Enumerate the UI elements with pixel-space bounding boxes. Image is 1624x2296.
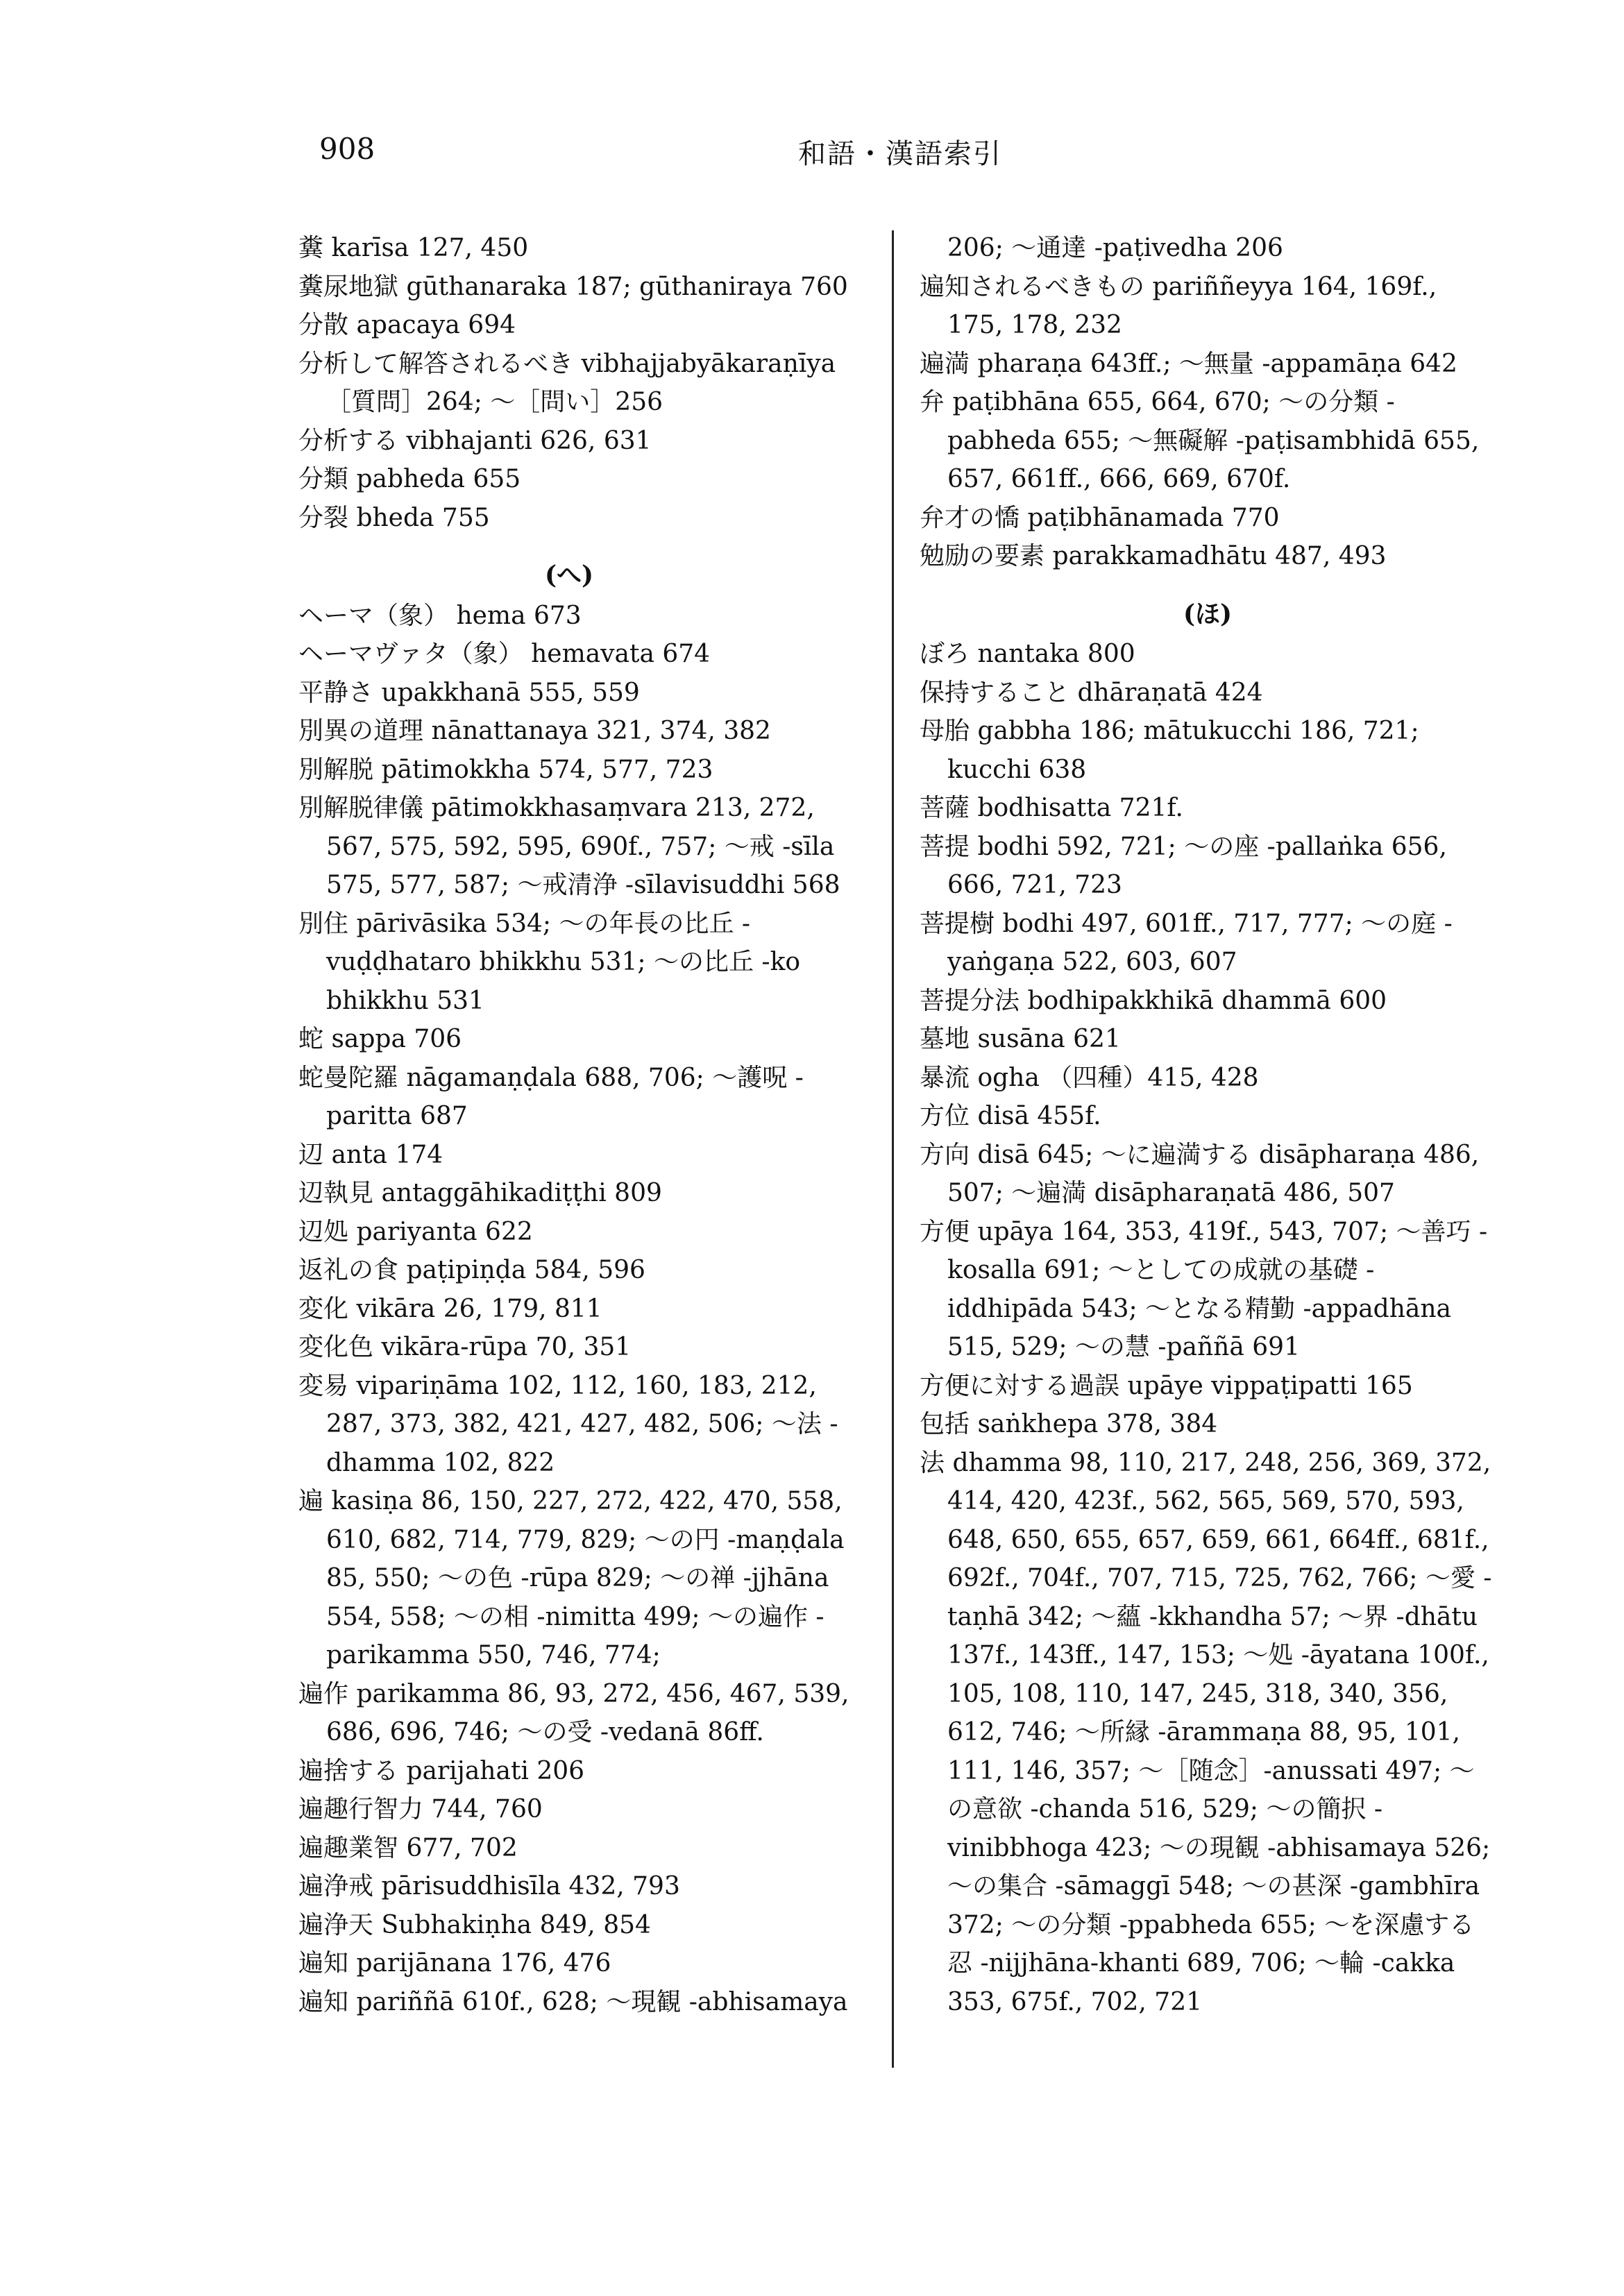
index-entry: 方位 disā 455f. bbox=[920, 1102, 1101, 1130]
index-entry: 菩提 bodhi 592, 721; ～の座 -pallaṅka 656, 666, 721, 723 bbox=[920, 832, 1447, 899]
index-entry: 返礼の食 paṭipiṇḍa 584, 596 bbox=[298, 1256, 645, 1284]
column-divider bbox=[892, 230, 894, 2068]
index-entry: 保持すること dhāraṇatā 424 bbox=[920, 678, 1263, 707]
index-entry: 変化 vikāra 26, 179, 811 bbox=[298, 1294, 602, 1323]
index-entry: 遍知 pariññā 610f., 628; ～現観 -abhisamaya bbox=[298, 1987, 848, 2016]
index-entry: 蛇 sappa 706 bbox=[298, 1025, 462, 1053]
index-entry: 方便 upāya 164, 353, 419f., 543, 707; ～善巧 -kosalla 691; ～としての成就の基礎 -iddhipāda 543; ～となる精勤 -appadhāna 515, 529; ～の慧 -paññā 691 bbox=[920, 1217, 1488, 1361]
index-entry: 辺処 pariyanta 622 bbox=[298, 1217, 533, 1246]
index-entry: 包括 saṅkhepa 378, 384 bbox=[920, 1410, 1218, 1438]
index-entry: 辺 anta 174 bbox=[298, 1140, 443, 1169]
index-entry: 別異の道理 nānattanaya 321, 374, 382 bbox=[298, 717, 771, 745]
index-entry: 法 dhamma 98, 110, 217, 248, 256, 369, 372, 414, 420, 423f., 562, 565, 569, 570, 593, 648, 650, 655, 657, 659, 661, 664ff., 681f., 692f., 704f., 707, 715, 725, 762, 766; ～愛 -taṇhā 342; ～蘊 -kkhandha 57; ～界 -dhātu 137f., 143ff., 147, 153; ～処 -āyatana 100f., 105, 108, 110, 147, 245, 318, 340, 356, 612, 746; ～所縁 -ārammaṇa 88, 95, 101, 111, 146, 357; ～［随念］-anussati 497; ～の意欲 -chanda 516, 529; ～の簡択 -vinibbhoga 423; ～の現観 -abhisamaya 526; ～の集合 -sāmaggī 548; ～の甚深 -gambhīra 372; ～の分類 -ppabheda 655; ～を深慮する忍 -nijjhāna-khanti 689, 706; ～輪 -cakka 353, 675f., 702, 721 bbox=[920, 1448, 1492, 2016]
index-entry: 遍満 pharaṇa 643ff.; ～無量 -appamāṇa 642 bbox=[920, 349, 1457, 378]
index-entry: 菩提樹 bodhi 497, 601ff., 717, 777; ～の庭 -yaṅgaṇa 522, 603, 607 bbox=[920, 909, 1453, 976]
index-entry: 分類 pabheda 655 bbox=[298, 465, 521, 493]
index-entry: 墓地 susāna 621 bbox=[920, 1025, 1121, 1053]
index-entry: 遍作 parikamma 86, 93, 272, 456, 467, 539, 686, 696, 746; ～の受 -vedanā 86ff. bbox=[298, 1679, 849, 1746]
index-entry: 平静さ upakkhanā 555, 559 bbox=[298, 678, 640, 707]
index-entry: 弁才の憍 paṭibhānamada 770 bbox=[920, 503, 1280, 532]
index-entry: 変化色 vikāra-rūpa 70, 351 bbox=[298, 1333, 632, 1361]
index-entry: 遍 kasiṇa 86, 150, 227, 272, 422, 470, 558, 610, 682, 714, 779, 829; ～の円 -maṇḍala 85, 550; ～の色 -rūpa 829; ～の禅 -jjhāna 554, 558; ～の相 -nimitta 499; ～の遍作 -parikamma 550, 746, 774; bbox=[298, 1487, 845, 1669]
section-heading-he: (へ) bbox=[544, 561, 594, 590]
entry-group-a bbox=[920, 268, 1496, 576]
index-entry: 暴流 ogha （四種）415, 428 bbox=[920, 1063, 1259, 1092]
left-column bbox=[298, 229, 868, 2021]
index-entry: 糞尿地獄 gūthanaraka 187; gūthaniraya 760 bbox=[298, 272, 848, 301]
page-number: 908 bbox=[319, 132, 375, 166]
index-entry: 分散 apacaya 694 bbox=[298, 311, 516, 339]
index-entry: 方便に対する過誤 upāye vippaṭipatti 165 bbox=[920, 1371, 1413, 1400]
index-entry: 糞 karīsa 127, 450 bbox=[298, 234, 529, 262]
index-entry: 遍知されるべきもの pariññeyya 164, 169f., 175, 178, 232 bbox=[920, 272, 1437, 339]
index-entry: 菩提分法 bodhipakkhikā dhammā 600 bbox=[920, 986, 1387, 1015]
index-entry: ヘーマ（象） hema 673 bbox=[298, 601, 582, 630]
index-entry: 遍浄戒 pārisuddhisīla 432, 793 bbox=[298, 1872, 680, 1900]
index-entry: 遍趣業智 677, 702 bbox=[298, 1833, 518, 1862]
index-entry: 弁 paṭibhāna 655, 664, 670; ～の分類 -pabheda 655; ～無礙解 -paṭisambhidā 655, 657, 661ff., 666, 669, 670f. bbox=[920, 388, 1480, 493]
right-column bbox=[920, 229, 1496, 2021]
index-entry: ぼろ nantaka 800 bbox=[920, 640, 1135, 668]
index-entry: 遍知 parijānana 176, 476 bbox=[298, 1949, 611, 1978]
index-entry: 遍捨する parijahati 206 bbox=[298, 1756, 585, 1785]
index-entry: 変易 vipariṇāma 102, 112, 160, 183, 212, 287, 373, 382, 421, 427, 482, 506; ～法 -dhamma 102, 822 bbox=[298, 1371, 838, 1477]
index-entry: 菩薩 bodhisatta 721f. bbox=[920, 794, 1183, 822]
entry-group-a bbox=[298, 229, 868, 537]
index-entry: 分析して解答されるべき vibhajjabyākaraṇīya ［質問］264; ～［問い］256 bbox=[298, 349, 836, 416]
section-heading-ho: (ほ) bbox=[1183, 599, 1233, 629]
index-entry: 遍趣行智力 744, 760 bbox=[298, 1795, 543, 1823]
index-entry: ヘーマヴァタ（象） hemavata 674 bbox=[298, 640, 711, 668]
index-entry: 勉励の要素 parakkamadhātu 487, 493 bbox=[920, 542, 1387, 570]
continuation-line: 206; ～通達 -paṭivedha 206 bbox=[947, 234, 1283, 262]
running-head: 和語・漢語索引 bbox=[798, 138, 1002, 170]
index-entry: 辺執見 antaggāhikadiṭṭhi 809 bbox=[298, 1179, 662, 1207]
index-entry: 遍浄天 Subhakiṇha 849, 854 bbox=[298, 1910, 651, 1939]
index-entry: 別解脱 pātimokkha 574, 577, 723 bbox=[298, 755, 713, 784]
index-entry: 別住 pārivāsika 534; ～の年長の比丘 -vuḍḍhataro bhikkhu 531; ～の比丘 -ko bhikkhu 531 bbox=[298, 909, 801, 1015]
index-entry: 蛇曼陀羅 nāgamaṇḍala 688, 706; ～護呪 -paritta 687 bbox=[298, 1063, 804, 1130]
entry-group-b bbox=[920, 635, 1496, 2021]
entry-group-b bbox=[298, 597, 868, 2022]
index-entry: 分裂 bheda 755 bbox=[298, 503, 490, 532]
index-entry: 母胎 gabbha 186; mātukucchi 186, 721; kucchi 638 bbox=[920, 717, 1419, 784]
index-entry: 分析する vibhajanti 626, 631 bbox=[298, 426, 652, 455]
index-entry: 別解脱律儀 pātimokkhasaṃvara 213, 272, 567, 575, 592, 595, 690f., 757; ～戒 -sīla 575, 577, 587; ～戒清浄 -sīlavisuddhi 568 bbox=[298, 794, 840, 899]
index-entry: 方向 disā 645; ～に遍満する disāpharaṇa 486, 507; ～遍満 disāpharaṇatā 486, 507 bbox=[920, 1140, 1480, 1207]
